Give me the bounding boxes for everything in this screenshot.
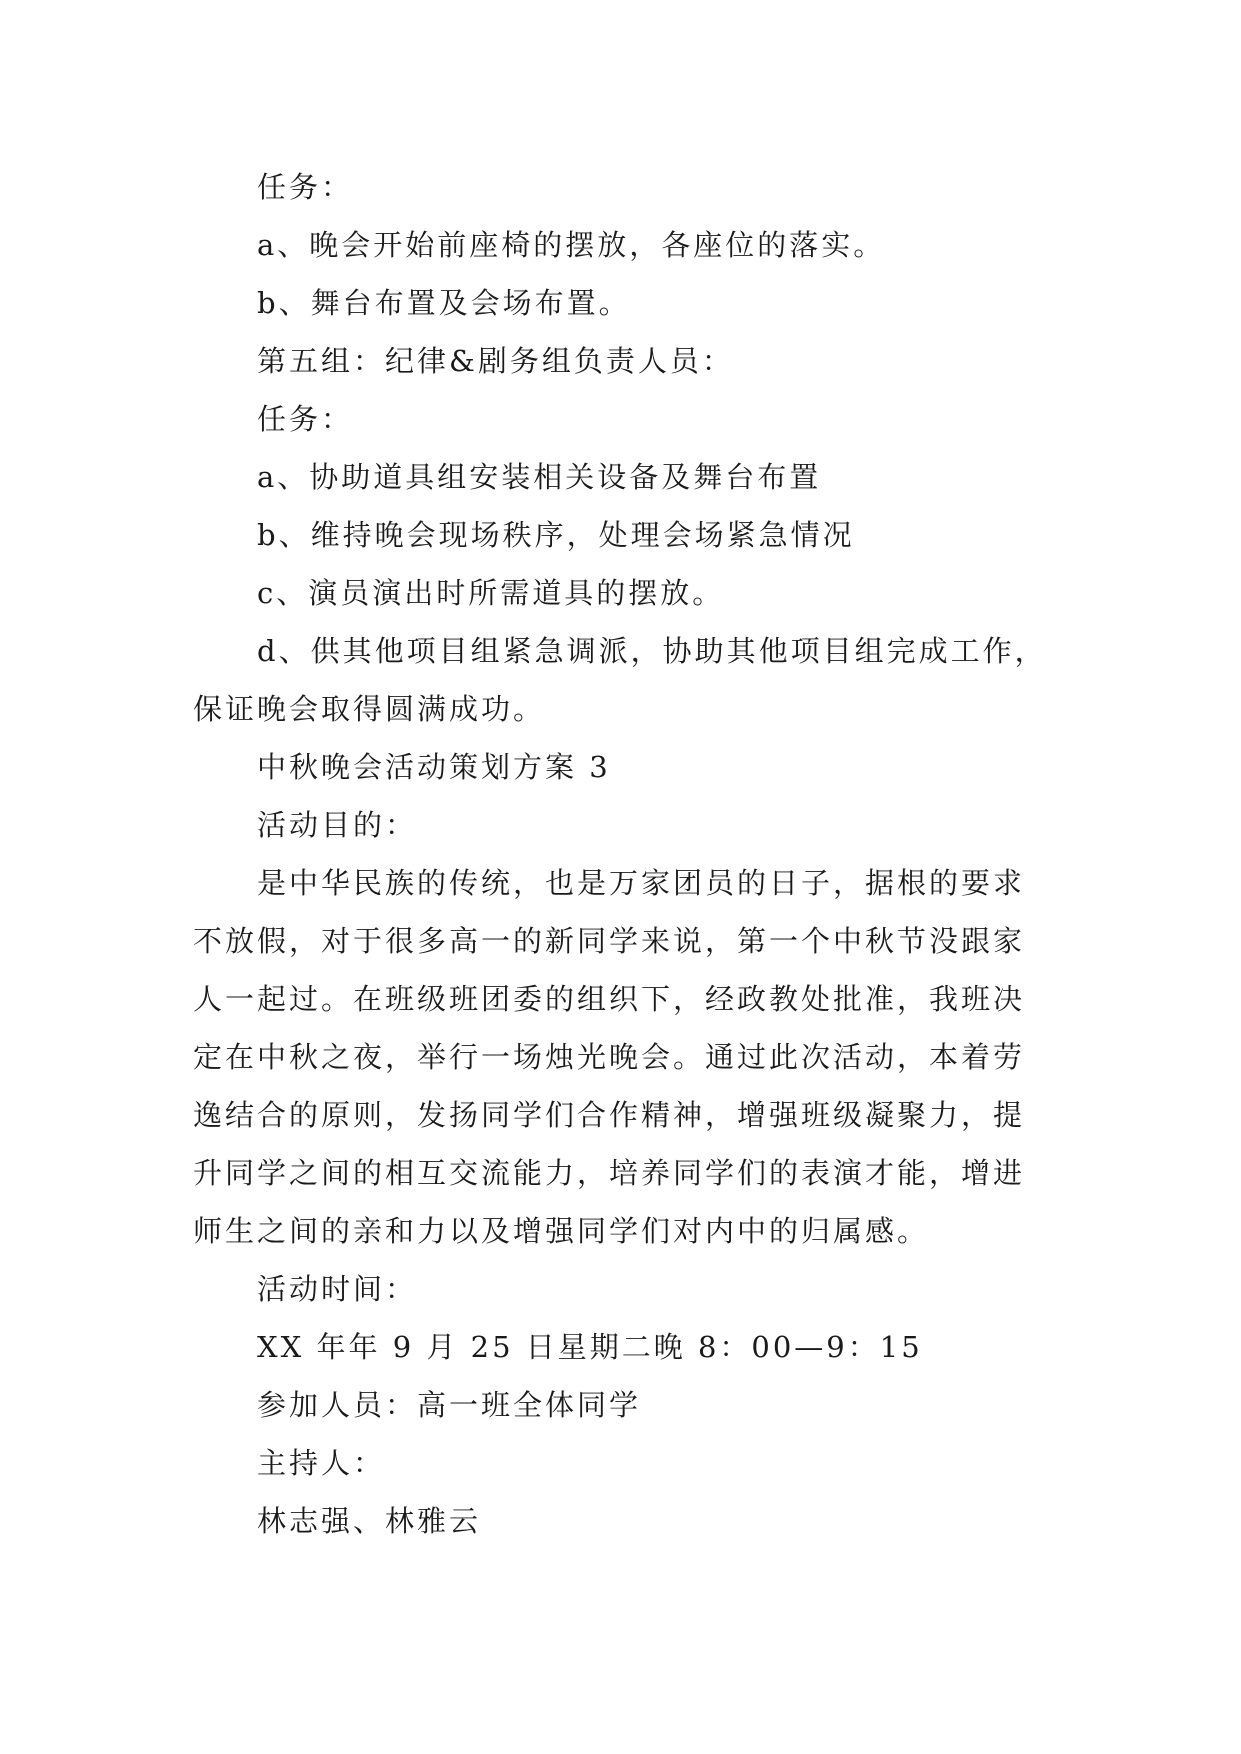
paragraph-line: 升同学之间的相互交流能力，培养同学们的表演才能，增进: [193, 1156, 1026, 1190]
section-title: 中秋晚会活动策划方案 3: [257, 750, 611, 784]
paragraph-line: d、供其他项目组紧急调派，协助其他项目组完成工作，: [257, 634, 1047, 668]
paragraph-line: 定在中秋之夜，举行一场烛光晚会。通过此次活动，本着劳: [193, 1040, 1026, 1074]
purpose-heading: 活动目的：: [257, 808, 418, 842]
host-heading: 主持人：: [257, 1446, 386, 1480]
task2-item-a: a、协助道具组安装相关设备及舞台布置: [257, 460, 822, 494]
paragraph-line: 人一起过。在班级班团委的组织下，经政教处批准，我班决: [193, 982, 1026, 1016]
task-item-a: a、晚会开始前座椅的摆放，各座位的落实。: [257, 228, 886, 262]
paragraph-line: 是中华民族的传统，也是万家团员的日子，据根的要求: [257, 866, 1026, 900]
task2-item-c: c、演员演出时所需道具的摆放。: [257, 576, 725, 610]
task2-item-d: [193, 622, 1073, 738]
host-names: 林志强、林雅云: [257, 1504, 482, 1538]
task-heading: 任务：: [257, 170, 354, 204]
group-five-heading: 第五组：纪律&剧务组负责人员：: [257, 344, 734, 378]
purpose-paragraph: [193, 854, 1073, 1260]
paragraph-line: 保证晚会取得圆满成功。: [193, 692, 546, 726]
document-body: [193, 158, 1073, 1550]
paragraph-line: 师生之间的亲和力以及增强同学们对内中的归属感。: [193, 1214, 930, 1248]
time-heading: 活动时间：: [257, 1272, 418, 1306]
task2-item-b: b、维持晚会现场秩序，处理会场紧急情况: [257, 518, 855, 552]
paragraph-line: 逸结合的原则，发扬同学们合作精神，增强班级凝聚力，提: [193, 1098, 1026, 1132]
paragraph-line: 不放假，对于很多高一的新同学来说，第一个中秋节没跟家: [193, 924, 1026, 958]
task-heading-2: 任务：: [257, 402, 354, 436]
participants: 参加人员：高一班全体同学: [257, 1388, 642, 1422]
task-item-b: b、舞台布置及会场布置。: [257, 286, 631, 320]
time-value: XX 年年 9 月 25 日星期二晚 8：00—9：15: [257, 1330, 923, 1364]
